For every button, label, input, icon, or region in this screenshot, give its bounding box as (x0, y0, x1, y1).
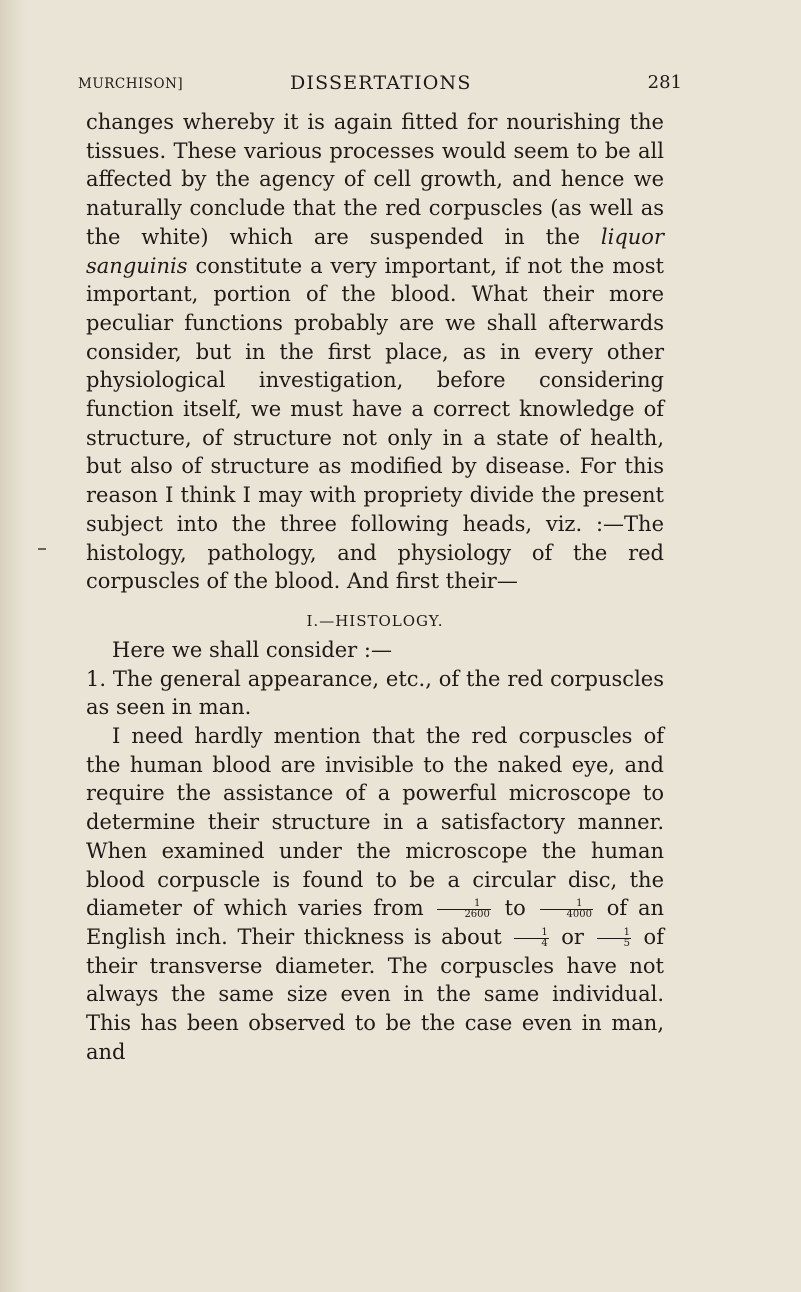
fraction (597, 928, 631, 949)
section-heading: I.—HISTOLOGY. (306, 611, 444, 630)
page-number: 281 (647, 72, 682, 93)
fraction (437, 899, 490, 920)
italic-term: liquor sanguinis (86, 224, 664, 278)
fraction-denominator: 4000 (566, 909, 592, 921)
margin-mark (38, 548, 46, 550)
text-run: I need hardly mention that the red corpuscles of the human blood are invisible to the naked eye, and require the assistance of a powerful microscope to determine their structure in a satisfactory manner. When examined under the microscope the human blood corpuscle is found to be a circular disc, the diameter of which varies from (86, 724, 664, 921)
text-run: of an English inch. Their thickness is about (86, 896, 664, 949)
fraction-numerator: 1 (540, 899, 593, 910)
paragraph (86, 722, 664, 1066)
fraction-denominator: 4 (541, 937, 548, 949)
running-header (78, 72, 682, 98)
list-item: 1. The general appearance, etc., of the red corpuscles as seen in man. (86, 666, 664, 720)
paragraph (86, 108, 664, 596)
fraction (540, 899, 593, 920)
header-title: DISSERTATIONS (290, 72, 472, 94)
fraction-denominator: 5 (623, 937, 630, 949)
header-author: MURCHISON] (78, 76, 184, 92)
text-run: constitute a very important, if not the most important, portion of the blood. What their more peculiar functions probably are we shall afterwards consider, but in the first place, as in every other physiological investigation, before considering function itself, we must have a correct knowledge of structure, of structure not only in a state of health, but also of structure as modified by disease. For this reason I think I may with propriety divide the present subject into the three following heads, viz. :—The histology, pathology, and physiology of the red corpuscles of the blood. And first their— (86, 253, 664, 594)
fraction-numerator: 1 (514, 928, 548, 939)
text-run: to (493, 896, 537, 921)
text-run: or (551, 924, 594, 949)
fraction (514, 928, 548, 949)
body-text (86, 108, 664, 1067)
text-run: changes whereby it is again fitted for nourishing the tissues. These various processes would seem to be all affected by the agency of cell growth, and hence we naturally conclude that the red corpuscles (as well as the white) which are suspended in the (86, 110, 664, 249)
fraction-numerator: 1 (597, 928, 631, 939)
paragraph: Here we shall consider :— (112, 637, 392, 662)
fraction-denominator: 2600 (464, 909, 490, 921)
text-run: of their transverse diameter. The corpuscles have not always the same size even in the same individual. This has been observed to be the case even in man, and (86, 924, 664, 1064)
fraction-numerator: 1 (437, 899, 490, 910)
